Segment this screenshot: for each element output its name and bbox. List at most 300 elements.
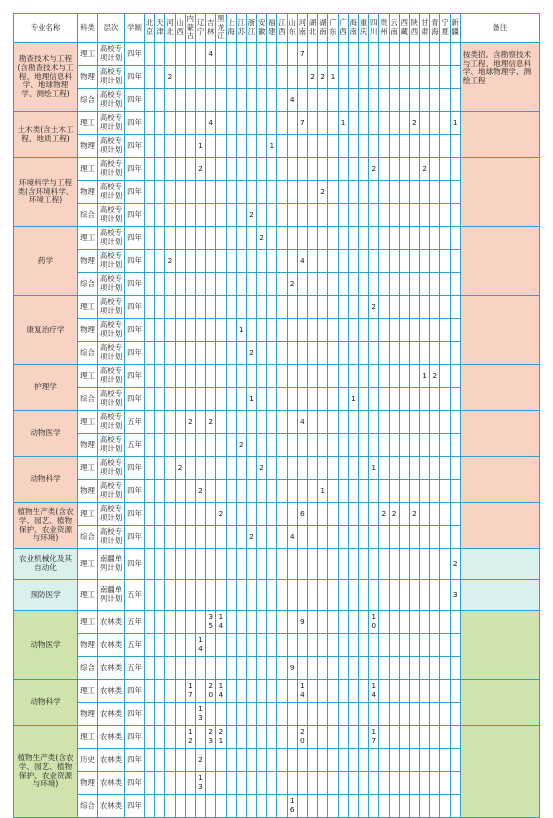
quota-cell [216,772,226,795]
years-cell: 四年 [125,250,145,273]
quota-cell [308,503,318,526]
quota-cell [185,434,195,457]
category-cell: 物理 [78,135,98,158]
quota-cell [236,549,246,580]
quota-cell [348,680,358,703]
quota-cell [236,480,246,503]
major-name: 动物医学 [14,411,78,457]
quota-cell [348,204,358,227]
quota-cell [206,227,216,250]
quota-cell [348,273,358,296]
category-cell: 物理 [78,703,98,726]
quota-cell [145,611,155,634]
header-province: 海南 [348,14,358,43]
quota-cell [246,795,256,818]
quota-cell [369,135,379,158]
quota-cell [409,549,419,580]
quota-cell [389,388,399,411]
quota-cell [185,580,195,611]
quota-cell: 20 [206,680,216,703]
quota-cell [195,411,205,434]
quota-cell [175,158,185,181]
quota-cell [257,319,267,342]
quota-cell [287,227,297,250]
quota-cell [348,227,358,250]
level-cell: 高校专项计划 [98,365,125,388]
quota-cell [420,319,430,342]
quota-cell: 20 [297,726,307,749]
quota-cell [195,795,205,818]
quota-cell [267,158,277,181]
quota-cell [226,526,236,549]
quota-cell [430,158,440,181]
quota-cell [246,273,256,296]
quota-cell [338,365,348,388]
quota-cell [409,680,419,703]
quota-cell [318,726,328,749]
quota-cell [440,66,450,89]
quota-cell [216,388,226,411]
quota-cell [257,112,267,135]
quota-cell [399,634,409,657]
quota-cell [206,204,216,227]
years-cell: 四年 [125,457,145,480]
quota-cell: 1 [246,388,256,411]
quota-cell [409,703,419,726]
quota-cell [267,772,277,795]
quota-cell [440,503,450,526]
quota-cell [409,204,419,227]
major-name: 勘查技术与工程(含勘查技术与工程、地理信息科学、地球物理学、测绘工程) [14,43,78,112]
quota-cell [155,89,165,112]
quota-cell [338,657,348,680]
level-cell: 高校专项计划 [98,411,125,434]
quota-cell [409,365,419,388]
quota-cell [277,703,287,726]
quota-cell [175,411,185,434]
note-cell [460,457,539,503]
header-province: 河南 [297,14,307,43]
quota-cell [165,749,175,772]
quota-cell [348,503,358,526]
quota-cell [277,135,287,158]
quota-cell [185,503,195,526]
quota-cell [450,411,460,434]
years-cell: 四年 [125,526,145,549]
quota-cell [308,611,318,634]
quota-cell: 13 [195,772,205,795]
quota-cell [287,135,297,158]
quota-cell [175,388,185,411]
quota-cell [379,411,389,434]
quota-cell [226,726,236,749]
quota-cell [318,365,328,388]
quota-cell [277,319,287,342]
quota-cell [206,795,216,818]
quota-cell [175,89,185,112]
quota-cell [246,43,256,66]
quota-cell [358,526,368,549]
years-cell: 四年 [125,703,145,726]
quota-cell [328,680,338,703]
quota-cell [420,657,430,680]
category-cell: 理工 [78,227,98,250]
quota-cell [236,66,246,89]
quota-cell [338,135,348,158]
quota-cell [318,296,328,319]
quota-cell [165,89,175,112]
quota-cell [165,680,175,703]
header-province: 吉林 [206,14,216,43]
quota-cell: 1 [450,112,460,135]
quota-cell [399,480,409,503]
quota-cell [257,526,267,549]
quota-cell [389,250,399,273]
quota-cell: 1 [195,135,205,158]
quota-cell [216,526,226,549]
quota-cell [338,580,348,611]
quota-cell: 2 [409,112,419,135]
quota-cell [297,657,307,680]
category-cell: 理工 [78,503,98,526]
quota-cell [389,480,399,503]
quota-cell [430,434,440,457]
quota-cell [379,43,389,66]
quota-cell [155,434,165,457]
quota-cell [246,549,256,580]
quota-cell [379,135,389,158]
quota-cell [318,319,328,342]
level-cell: 高校专项计划 [98,181,125,204]
quota-cell: 14 [195,634,205,657]
quota-cell [430,657,440,680]
quota-cell [195,388,205,411]
quota-cell [399,580,409,611]
quota-cell [420,749,430,772]
quota-cell [277,112,287,135]
quota-cell [246,158,256,181]
quota-cell: 1 [338,112,348,135]
quota-cell [308,657,318,680]
note-cell [460,227,539,296]
level-cell: 农林类 [98,703,125,726]
quota-cell [389,680,399,703]
quota-cell [308,43,318,66]
note-cell [460,726,539,818]
quota-cell [369,319,379,342]
quota-cell [277,388,287,411]
quota-cell [277,43,287,66]
quota-cell [358,580,368,611]
quota-cell [450,434,460,457]
quota-cell [379,250,389,273]
quota-cell [155,580,165,611]
quota-cell [369,772,379,795]
quota-cell: 14 [216,611,226,634]
quota-cell [420,204,430,227]
quota-cell [348,580,358,611]
quota-cell [440,89,450,112]
note-cell [460,611,539,680]
quota-cell [348,526,358,549]
quota-cell: 1 [348,388,358,411]
quota-cell [409,319,419,342]
quota-cell [297,273,307,296]
quota-cell [358,112,368,135]
quota-cell [287,726,297,749]
years-cell: 四年 [125,680,145,703]
quota-cell [420,135,430,158]
quota-cell [287,772,297,795]
quota-cell [267,503,277,526]
quota-cell [216,227,226,250]
quota-cell [165,503,175,526]
quota-cell [257,703,267,726]
level-cell: 高校专项计划 [98,89,125,112]
quota-cell [409,250,419,273]
quota-cell [420,112,430,135]
quota-cell [348,112,358,135]
category-cell: 理工 [78,680,98,703]
quota-cell [328,181,338,204]
quota-cell [328,89,338,112]
major-name: 土木类(含土木工程、地质工程) [14,112,78,158]
quota-cell [308,89,318,112]
quota-cell [430,411,440,434]
quota-cell [338,703,348,726]
quota-cell [277,434,287,457]
quota-cell [287,181,297,204]
major-name: 预防医学 [14,580,78,611]
header-province: 重庆 [358,14,368,43]
quota-cell [185,135,195,158]
quota-cell [358,273,368,296]
quota-cell [450,388,460,411]
quota-cell [358,135,368,158]
quota-cell [420,227,430,250]
quota-cell [287,411,297,434]
quota-cell [379,66,389,89]
header-province: 江西 [277,14,287,43]
note-cell [460,112,539,158]
quota-cell [175,319,185,342]
quota-cell [358,795,368,818]
quota-cell [145,365,155,388]
quota-cell [165,319,175,342]
quota-cell [358,657,368,680]
quota-cell [195,726,205,749]
quota-cell [440,411,450,434]
quota-cell [195,296,205,319]
quota-cell [348,634,358,657]
quota-cell [165,634,175,657]
quota-cell [297,580,307,611]
quota-cell [226,580,236,611]
enrollment-plan-table-wrapper [13,13,540,818]
quota-cell [338,181,348,204]
quota-cell [450,480,460,503]
level-cell: 高校专项计划 [98,273,125,296]
quota-cell [155,388,165,411]
quota-cell [338,388,348,411]
years-cell: 四年 [125,503,145,526]
quota-cell [297,319,307,342]
quota-cell [338,549,348,580]
quota-cell: 2 [216,503,226,526]
quota-cell [450,181,460,204]
quota-cell [389,657,399,680]
quota-cell [145,158,155,181]
header-province: 湖南 [318,14,328,43]
quota-cell [185,273,195,296]
category-cell: 理工 [78,365,98,388]
quota-cell [369,227,379,250]
quota-cell [246,611,256,634]
quota-cell [348,43,358,66]
header-province: 浙江 [246,14,256,43]
category-cell: 综合 [78,526,98,549]
quota-cell [257,250,267,273]
quota-cell [369,365,379,388]
quota-cell [155,703,165,726]
quota-cell [358,204,368,227]
quota-cell [379,204,389,227]
quota-cell [420,66,430,89]
quota-cell [165,388,175,411]
years-cell: 四年 [125,549,145,580]
quota-cell [277,526,287,549]
quota-cell [358,634,368,657]
quota-cell [145,503,155,526]
quota-cell [440,43,450,66]
quota-cell [440,749,450,772]
quota-cell: 1 [236,319,246,342]
quota-cell [236,795,246,818]
quota-cell: 2 [420,158,430,181]
quota-cell [216,273,226,296]
quota-cell [348,411,358,434]
quota-cell [420,342,430,365]
quota-cell: 2 [246,204,256,227]
quota-cell [236,158,246,181]
quota-cell [409,227,419,250]
quota-cell [389,434,399,457]
quota-cell [175,680,185,703]
level-cell: 农林类 [98,611,125,634]
quota-cell [297,388,307,411]
quota-cell [430,319,440,342]
quota-cell [369,181,379,204]
quota-cell [389,772,399,795]
quota-cell [409,749,419,772]
quota-cell [267,726,277,749]
quota-cell [246,250,256,273]
quota-cell [226,319,236,342]
quota-cell [409,580,419,611]
quota-cell: 2 [175,457,185,480]
quota-cell: 2 [165,66,175,89]
quota-cell [338,611,348,634]
quota-cell [389,43,399,66]
quota-cell [195,503,205,526]
level-cell: 高校专项计划 [98,204,125,227]
quota-cell [358,480,368,503]
quota-cell [195,549,205,580]
quota-cell [175,703,185,726]
quota-cell: 2 [236,434,246,457]
quota-cell [369,434,379,457]
quota-cell [328,634,338,657]
quota-cell [338,250,348,273]
quota-cell [358,749,368,772]
quota-cell [369,580,379,611]
quota-cell: 2 [369,296,379,319]
quota-cell [297,204,307,227]
level-cell: 高校专项计划 [98,135,125,158]
quota-cell [328,365,338,388]
quota-cell [257,549,267,580]
quota-cell [338,726,348,749]
header-province: 西藏 [399,14,409,43]
quota-cell [389,66,399,89]
quota-cell [226,135,236,158]
quota-cell [175,112,185,135]
quota-cell [297,457,307,480]
quota-cell [389,549,399,580]
quota-cell [450,503,460,526]
quota-cell: 2 [246,526,256,549]
quota-cell [216,411,226,434]
quota-cell [369,388,379,411]
quota-cell [389,135,399,158]
quota-cell [236,503,246,526]
quota-cell [145,273,155,296]
quota-cell [145,43,155,66]
quota-cell [267,795,277,818]
quota-cell [440,296,450,319]
quota-cell [379,480,389,503]
quota-cell [257,135,267,158]
quota-cell: 2 [308,66,318,89]
quota-cell [277,89,287,112]
quota-cell [195,204,205,227]
quota-cell [440,365,450,388]
quota-cell [165,703,175,726]
quota-cell [399,772,409,795]
quota-cell [450,319,460,342]
quota-cell: 4 [287,526,297,549]
quota-cell [308,772,318,795]
quota-cell [420,181,430,204]
quota-cell [267,611,277,634]
quota-cell [145,549,155,580]
quota-cell [430,772,440,795]
quota-cell [450,342,460,365]
quota-cell [389,227,399,250]
quota-cell [145,457,155,480]
quota-cell [308,204,318,227]
quota-cell [420,89,430,112]
quota-cell [358,296,368,319]
quota-cell [297,703,307,726]
quota-cell [226,480,236,503]
quota-cell [420,580,430,611]
quota-cell: 6 [297,503,307,526]
quota-cell [440,204,450,227]
quota-cell [358,342,368,365]
category-cell: 理工 [78,158,98,181]
category-cell: 物理 [78,480,98,503]
